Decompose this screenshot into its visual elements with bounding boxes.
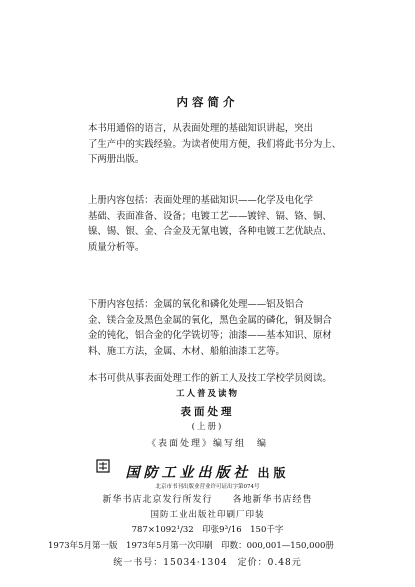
intro-line: 料、施工方法，金属、木材、船舶油漆工艺等。 [88,345,285,357]
intro-paragraph-3 [88,297,332,359]
intro-paragraph-1 [88,121,341,168]
intro-title: 内容简介 [176,95,239,109]
intro-paragraph-4 [88,371,332,387]
intro-line: 金的钝化，铝合金的化学铣切等；油漆——基本知识、原材 [88,330,332,342]
publisher-suffix: 出版 [257,466,290,480]
intro-line: 下册内容包括：金属的氧化和磷化处理——铝及铝合 [88,299,304,310]
intro-line: 镍、锡、银、金、合金及无氰电镀，各种电镀工艺优缺点、 [88,226,332,238]
volume-label: (上册) [191,422,224,432]
intro-paragraph-2 [88,193,332,255]
publisher-name: 国防工业出版社 [125,465,252,481]
intro-line: 下两册出版。 [88,154,145,166]
publisher-license: 北京市书刊出版业营业许可证出字第074号 [155,484,260,490]
series-name: 工人普及读物 [175,389,239,399]
intro-line: 上册内容包括：表面处理的基础知识——化学及电化学 [88,195,314,206]
edition-line: 1973年5月第一版 1973年5月第一次印刷 印数：000,001—150,000册 [48,541,334,551]
publisher-emblem-icon [96,459,110,473]
intro-line: 质量分析等。 [88,241,145,253]
printer-line: 国防工业出版社印刷厂印装 [150,510,265,520]
intro-line: 本书用通俗的语言，从表面处理的基础知识讲起，突出 [88,123,314,134]
format-line: 787×1092¹/32 印张9³/16 150千字 [131,525,284,535]
book-title: 表面处理 [180,406,235,418]
editor-credit: 《表面处理》编写组 编 [146,439,268,449]
intro-line: 金、镁合金及黑色金属的氧化，黑色金属的磷化，铜及铜合 [88,314,332,326]
catalog-line: 统一书号：15034·1304 定价：0.48元 [113,558,302,568]
intro-line: 本书可供从事表面处理工作的新工人及技工学校学员阅读。 [88,373,332,384]
distribution-line: 新华书店北京发行所发行 各地新华书店经售 [102,495,313,505]
intro-line: 基础、表面准备、设备；电镀工艺——镀锌、镉、铬、铜、 [88,210,332,222]
intro-line: 了生产中的实践经验。为读者使用方便，我们将此书分为上、 [88,138,342,150]
publisher-line [0,462,415,482]
